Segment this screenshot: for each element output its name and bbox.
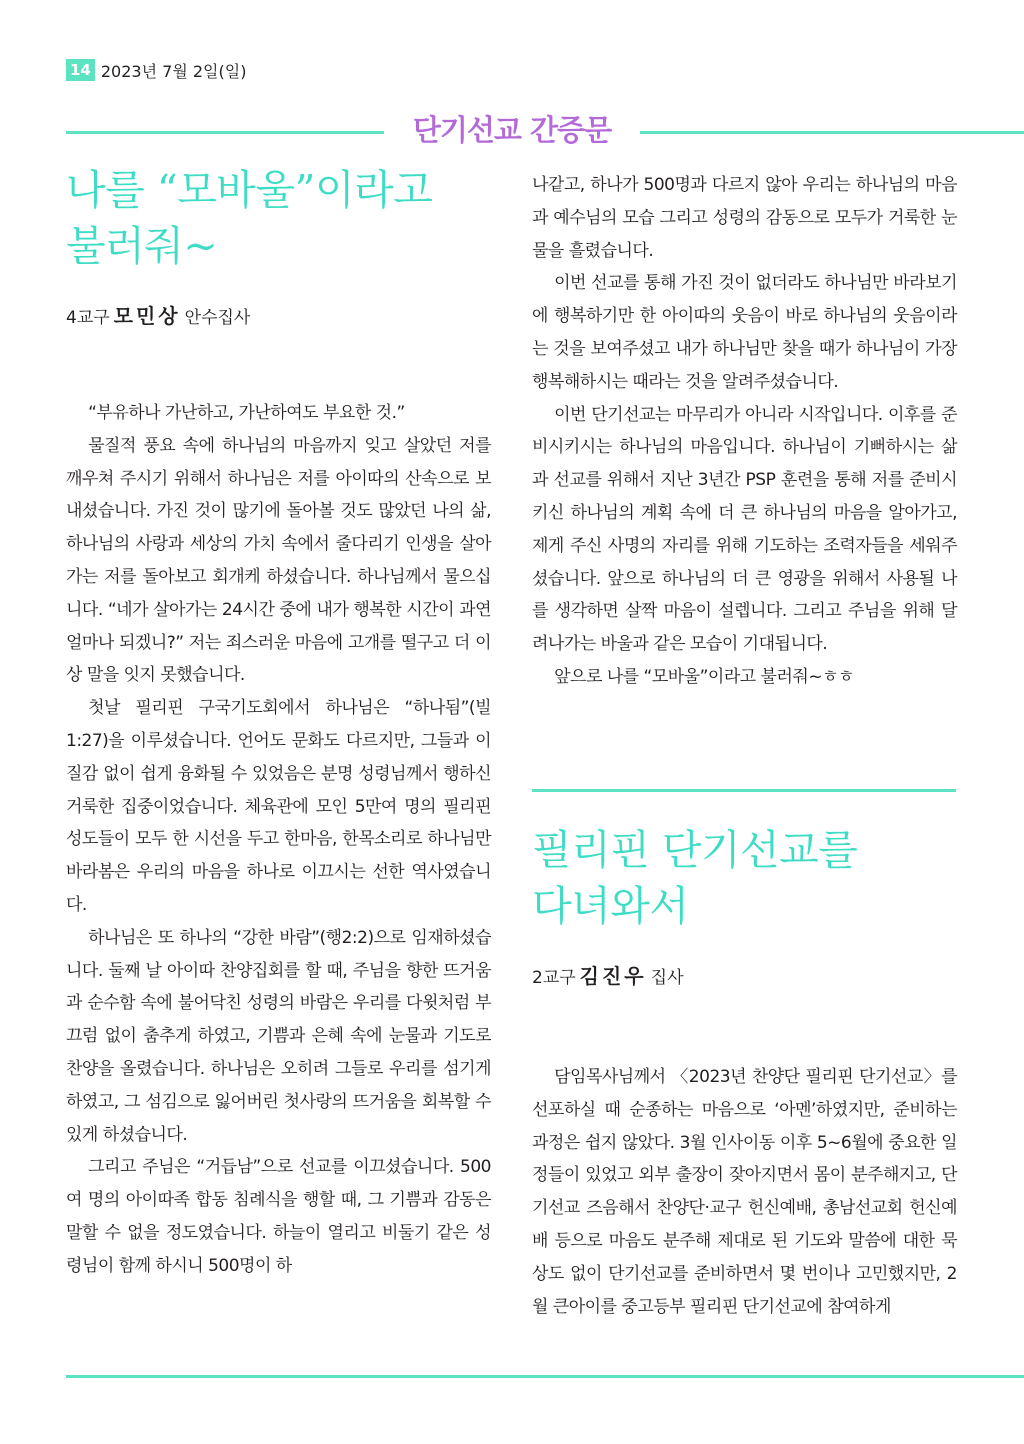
author-parish: 4교구 [66,308,110,328]
article-title-1 [66,162,432,274]
paragraph: 이번 선교를 통해 가진 것이 없더라도 하나님만 바라보기에 행복하기만 한 아이따의 웃음이 바로 하나님의 웃음이라는 것을 보여주셨고 내가 하나님만 찾을 때가 하나님이 가장 행복해하시는 때라는 것을 알려주셨습니다. [532,273,957,392]
paragraph: 앞으로 나를 “모바울”이라고 불러줘~ㅎㅎ [554,666,854,687]
page-header [66,58,246,82]
article-author-2 [532,960,684,989]
paragraph: 나같고, 하나가 500명과 다르지 않아 우리는 하나님의 마음과 예수님의 모습 그리고 성령의 감동으로 모두가 거룩한 눈물을 흘렸습니다. [532,175,957,261]
paragraph: 물질적 풍요 속에 하나님의 마음까지 잊고 살았던 저를 깨우쳐 주시기 위해서 하나님은 저를 아이따의 산속으로 보내셨습니다. 가진 것이 많기에 돌아볼 것도 많았던 나의 삶, 하나님의 사랑과 세상의 가치 속에서 줄다리기 인생을 살아가는 저를 돌아보고 회개케 하셨습니다. 하나님께서 물으십니다. “네가 살아가는 24시간 중에 내가 행복한 시간이 과연 얼마나 되겠니?” 저는 죄스러운 마음에 고개를 떨구고 더 이상 말을 잇지 못했습니다. [66,435,491,686]
section-rule-left [66,131,384,134]
article-title-2 [532,822,857,934]
article-2-body [532,1061,957,1323]
paragraph: 담임목사님께서 〈2023년 찬양단 필리핀 단기선교〉를 선포하실 때 순종하는 마음으로 ‘아멘’하였지만, 준비하는 과정은 쉽지 않았다. 3월 인사이동 이후 5~6월에 중요한 일정들이 있었고 외부 출장이 잦아지면서 몸이 분주해지고, 단기선교 즈음해서 찬양단·교구 헌신예배, 총남선교회 헌신예배 등으로 마음도 분주해 제대로 된 기도와 말씀에 대한 묵상도 없이 단기선교를 준비하면서 몇 번이나 고민했지만, 2월 큰아이를 중고등부 필리핀 단기선교에 참여하게 [532,1067,957,1317]
author-name: 모민상 [113,304,181,328]
section-rule-right [640,131,1024,134]
paragraph: 이번 단기선교는 마무리가 아니라 시작입니다. 이후를 준비시키시는 하나님의 마음입니다. 하나님이 기뻐하시는 삶과 선교를 위해서 지난 3년간 PSP 훈련을 통해 저를 준비시키신 하나님의 계획 속에 더 큰 하나님의 마음을 알아가고, 제게 주신 사명의 자리를 위해 기도하는 조력자들을 세워주셨습니다. 앞으로 하나님의 더 큰 영광을 위해서 사용될 나를 생각하면 살짝 마음이 설렙니다. 그리고 주님을 위해 달려나가는 바울과 같은 모습이 기대됩니다. [532,404,957,655]
article-1-body [66,397,491,1283]
author-name: 김진우 [579,964,647,988]
article-title-2-line1: 필리핀 단기선교를 [532,826,858,874]
article-title-1-line1: 나를 “모바울”이라고 [66,166,433,214]
author-role: 안수집사 [184,308,251,328]
author-role: 집사 [650,968,684,988]
paragraph: 그리고 주님은 “거듭남”으로 선교를 이끄셨습니다. 500여 명의 아이따족 합동 침례식을 행할 때, 그 기쁨과 감동은 말할 수 없을 정도였습니다. 하늘이 열리고 비둘기 같은 성령님이 함께 하시니 500명이 하 [66,1157,491,1276]
page-bottom-rule [66,1375,1024,1378]
page-number: 14 [66,59,95,81]
paragraph: “부유하나 가난하고, 가난하여도 부요한 것.” [88,403,405,423]
article-author-1 [66,300,250,329]
paragraph: 첫날 필리핀 구국기도회에서 하나님은 “하나됨”(빌 1:27)을 이루셨습니다. 언어도 문화도 다르지만, 그들과 이질감 없이 쉽게 융화될 수 있었음은 분명 성령님께서 행하신 거룩한 집중이었습니다. 체육관에 모인 5만여 명의 필리핀 성도들이 모두 한 시선을 두고 한마음, 한목소리로 하나님만 바라봄은 우리의 마음을 하나로 이끄시는 선한 역사였습니다. [66,698,491,915]
article-title-1-line2: 불러줘~ [66,222,218,270]
author-parish: 2교구 [532,968,576,988]
article-divider [532,789,956,792]
issue-date: 2023년 7월 2일(일) [100,61,247,81]
article-1-continued [532,169,957,694]
section-title: 단기선교 간증문 [412,113,612,147]
paragraph: 하나님은 또 하나의 “강한 바람”(행2:2)으로 임재하셨습니다. 둘째 날 아이따 찬양집회를 할 때, 주님을 향한 뜨거움과 순수함 속에 불어닥친 성령의 바람은 우리를 다윗처럼 부끄럼 없이 춤추게 하였고, 기쁨과 은혜 속에 눈물과 기도로 찬양을 올렸습니다. 하나님은 오히려 그들로 우리를 섬기게 하였고, 그 섬김으로 잃어버린 첫사랑의 뜨거움을 회복할 수 있게 하셨습니다. [66,927,491,1145]
article-title-2-line2: 다녀와서 [532,882,689,930]
